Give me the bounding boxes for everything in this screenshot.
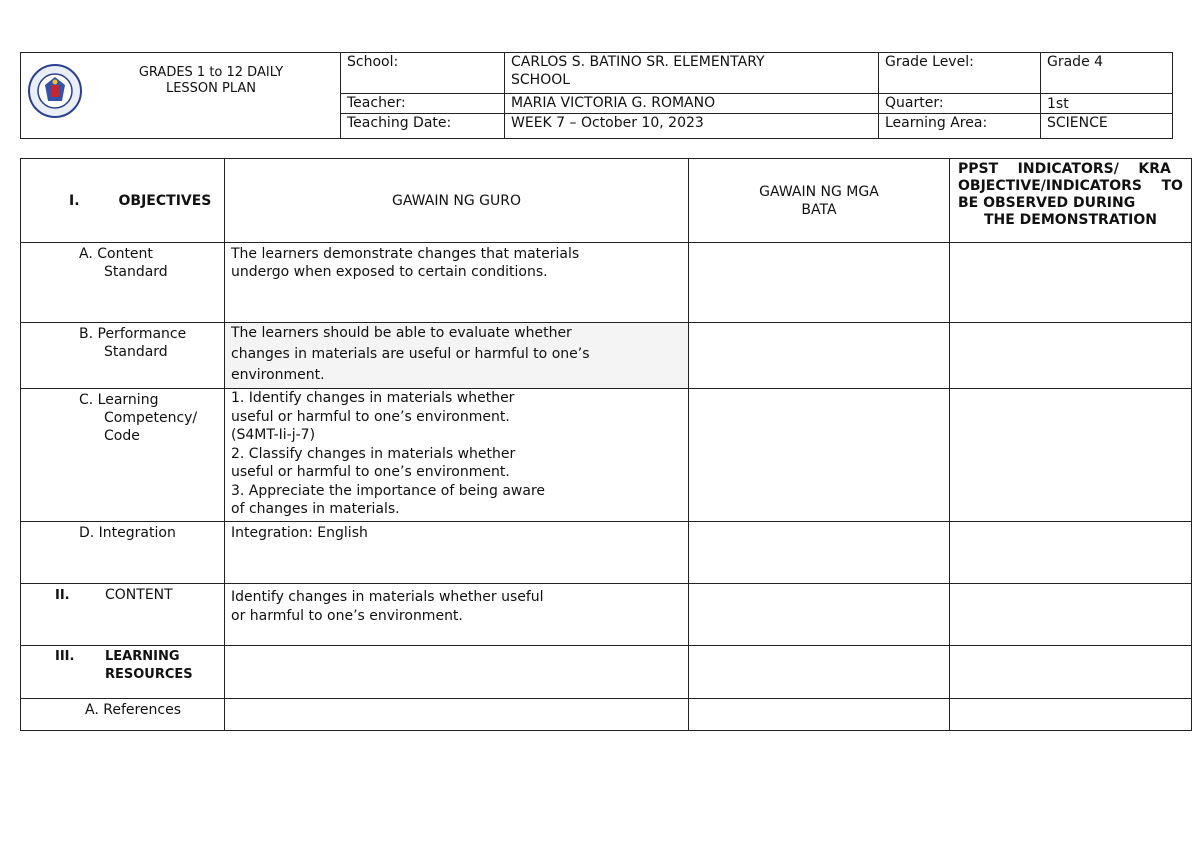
quarter-value: 1st bbox=[1041, 93, 1173, 113]
header-table bbox=[20, 52, 1173, 139]
learning-competency-ppst-cell bbox=[950, 389, 1192, 522]
col-ppst-indicators: PPST INDICATORS/ KRA OBJECTIVE/INDICATORS TO BE OBSERVED DURING THE DEMONSTRATION bbox=[950, 159, 1192, 243]
quarter-label: Quarter: bbox=[879, 93, 1041, 113]
performance-standard-ppst-cell bbox=[950, 323, 1192, 389]
content-standard-bata-cell bbox=[689, 243, 950, 323]
integration-ppst-cell bbox=[950, 521, 1192, 583]
col-gawain-bata: GAWAIN NG MGA BATA bbox=[689, 159, 950, 243]
date-label: Teaching Date: bbox=[341, 114, 505, 139]
teacher-label: Teacher: bbox=[341, 93, 505, 113]
table-row bbox=[21, 389, 1192, 522]
integration-bata-cell bbox=[689, 521, 950, 583]
table-row bbox=[21, 521, 1192, 583]
content-section-label: II. CONTENT bbox=[21, 583, 225, 645]
school-label: School: bbox=[341, 53, 505, 94]
header-logo-cell bbox=[21, 53, 341, 139]
learning-competency-value: 1. Identify changes in materials whether useful or harmful to one’s environment. (S4MT-Ii-j-7) 2. Classify changes in materials whether useful or harmful to one’s environment. 3. Appreciate the importance of being aware of changes in materials. bbox=[225, 389, 689, 522]
school-value: CARLOS S. BATINO SR. ELEMENTARY SCHOOL bbox=[505, 53, 879, 94]
learning-resources-bata-cell bbox=[689, 645, 950, 698]
area-value: SCIENCE bbox=[1041, 114, 1173, 139]
references-ppst-cell bbox=[950, 698, 1192, 730]
integration-label: D. Integration bbox=[21, 521, 225, 583]
performance-standard-bata-cell bbox=[689, 323, 950, 389]
content-standard-value: The learners demonstrate changes that materials undergo when exposed to certain conditions. bbox=[225, 243, 689, 323]
table-row bbox=[21, 698, 1192, 730]
learning-resources-ppst-cell bbox=[950, 645, 1192, 698]
integration-value: Integration: English bbox=[225, 521, 689, 583]
content-section-ppst-cell bbox=[950, 583, 1192, 645]
content-section-value: Identify changes in materials whether useful or harmful to one’s environment. bbox=[225, 583, 689, 645]
performance-standard-value: The learners should be able to evaluate whether changes in materials are useful or harmful to one’s environment. bbox=[225, 323, 689, 389]
col-objectives: I. OBJECTIVES bbox=[21, 159, 225, 243]
learning-resources-label: III. LEARNING RESOURCES bbox=[21, 645, 225, 698]
content-standard-label: A. Content Standard bbox=[21, 243, 225, 323]
table-row bbox=[21, 243, 1192, 323]
learning-resources-guro-cell bbox=[225, 645, 689, 698]
content-section-bata-cell bbox=[689, 583, 950, 645]
grade-value: Grade 4 bbox=[1041, 53, 1173, 94]
table-header-row bbox=[21, 159, 1192, 243]
content-standard-ppst-cell bbox=[950, 243, 1192, 323]
table-row bbox=[21, 583, 1192, 645]
performance-standard-label: B. Performance Standard bbox=[21, 323, 225, 389]
col-gawain-guro: GAWAIN NG GURO bbox=[225, 159, 689, 243]
references-bata-cell bbox=[689, 698, 950, 730]
references-label: A. References bbox=[21, 698, 225, 730]
area-label: Learning Area: bbox=[879, 114, 1041, 139]
learning-competency-label: C. Learning Competency/ Code bbox=[21, 389, 225, 522]
date-value: WEEK 7 – October 10, 2023 bbox=[505, 114, 879, 139]
plan-title: GRADES 1 to 12 DAILY LESSON PLAN bbox=[138, 65, 284, 96]
grade-label: Grade Level: bbox=[879, 53, 1041, 94]
table-row bbox=[21, 323, 1192, 389]
lesson-plan-table bbox=[20, 158, 1192, 731]
table-row bbox=[21, 645, 1192, 698]
teacher-value: MARIA VICTORIA G. ROMANO bbox=[505, 93, 879, 113]
references-guro-cell bbox=[225, 698, 689, 730]
learning-competency-bata-cell bbox=[689, 389, 950, 522]
deped-seal-icon bbox=[27, 63, 83, 119]
